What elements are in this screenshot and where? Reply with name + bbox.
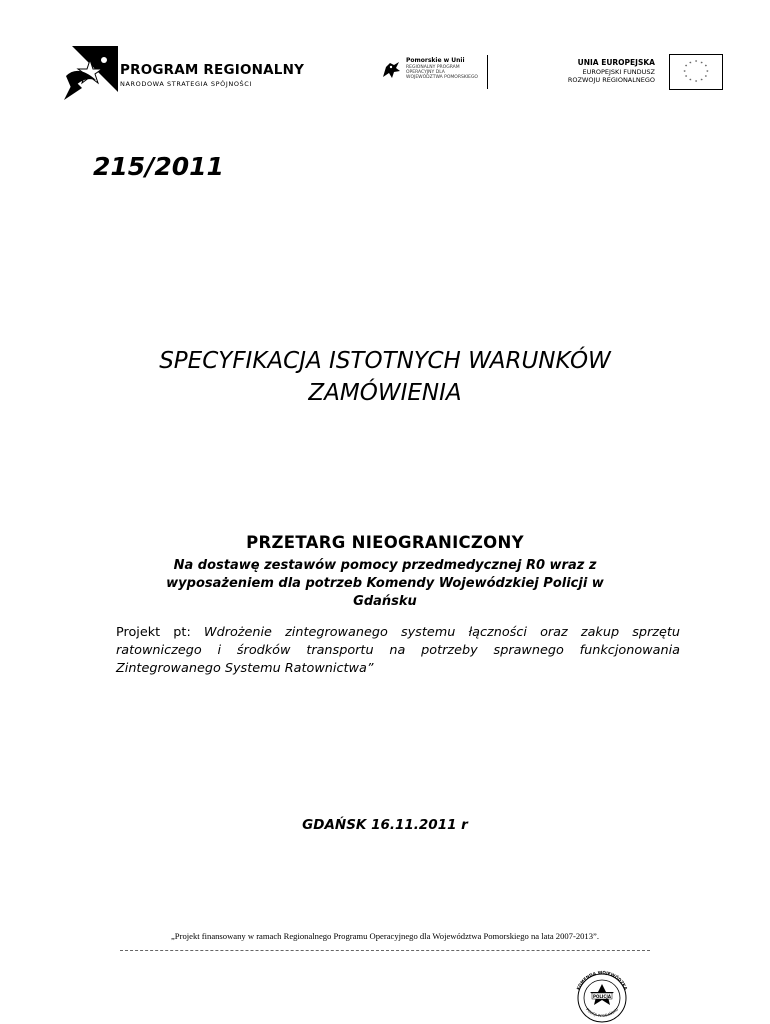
project-title: Wdrożenie zintegrowanego systemu łączności oraz zakup sprzętu ratowniczego i środków transportu na potrzeby sprawnego funkcjonowania Zintegrowanego Systemu Ratownictwa”	[116, 625, 680, 676]
svg-text:*: *	[700, 78, 703, 84]
pomorskie-logo-subtitle: REGIONALNY PROGRAM OPERACYJNY DLA WOJEWÓDZTWA POMORSKIEGO	[406, 65, 478, 80]
program-regionalny-logo-icon	[62, 46, 118, 102]
svg-text:POLICJI W GDAŃSKU	[585, 1007, 619, 1018]
eu-logo-line1: UNIA EUROPEJSKA	[577, 58, 655, 67]
program-logo-title: PROGRAM REGIONALNY	[120, 62, 305, 78]
project-description	[116, 624, 680, 678]
police-badge-bottom-text: POLICJI W GDAŃSKU	[585, 1007, 619, 1018]
police-badge-center-text: POLICJA	[593, 993, 611, 999]
document-number: 215/2011	[93, 152, 224, 181]
svg-text:*: *	[689, 78, 692, 84]
svg-text:*: *	[694, 80, 698, 86]
svg-text:*: *	[694, 60, 698, 66]
pomorskie-griffin-icon	[380, 59, 402, 81]
svg-text:*: *	[706, 70, 709, 76]
footer-note: „Projekt finansowany w ramach Regionalnego Programu Operacyjnego dla Województwa Pomorskiego na lata 2007-2013”.	[170, 931, 599, 941]
pomorskie-logo	[380, 55, 490, 89]
document-title-line2: ZAMÓWIENIA	[308, 380, 462, 406]
document-title	[90, 345, 680, 409]
svg-text:*: *	[683, 70, 686, 76]
svg-text:*: *	[689, 61, 692, 67]
eu-logo	[560, 52, 725, 92]
eu-logo-line2: EUROPEJSKI FUNDUSZ	[582, 68, 655, 76]
tender-type: PRZETARG NIEOGRANICZONY	[246, 533, 524, 552]
svg-text:*: *	[704, 75, 708, 81]
eu-logo-line3: ROZWOJU REGIONALNEGO	[567, 76, 655, 84]
svg-text:*: *	[684, 65, 688, 71]
police-badge-icon	[566, 964, 638, 1024]
place-and-date: GDAŃSK 16.11.2011 r	[302, 817, 468, 833]
project-prefix: Projekt pt:	[116, 625, 191, 640]
tender-subject: Na dostawę zestawów pomocy przedmedycznej R0 wraz z wyposażeniem dla potrzeb Komendy Wojewódzkiej Policji w Gdańsku	[166, 558, 604, 609]
pomorskie-logo-title: Pomorskie w Unii	[406, 57, 465, 64]
svg-text:*: *	[684, 75, 688, 81]
svg-text:*: *	[700, 61, 703, 67]
program-regionalny-logo	[62, 46, 312, 102]
eu-flag-icon	[669, 54, 723, 90]
police-badge-top-text: KOMENDA WOJEWÓDZKA	[575, 969, 629, 991]
document-title-line1: SPECYFIKACJA ISTOTNYCH WARUNKÓW	[159, 348, 611, 374]
footer-divider	[120, 950, 650, 951]
svg-text:*: *	[704, 65, 708, 71]
program-logo-subtitle: NARODOWA STRATEGIA SPÓJNOŚCI	[120, 80, 252, 88]
logo-divider	[487, 55, 488, 89]
